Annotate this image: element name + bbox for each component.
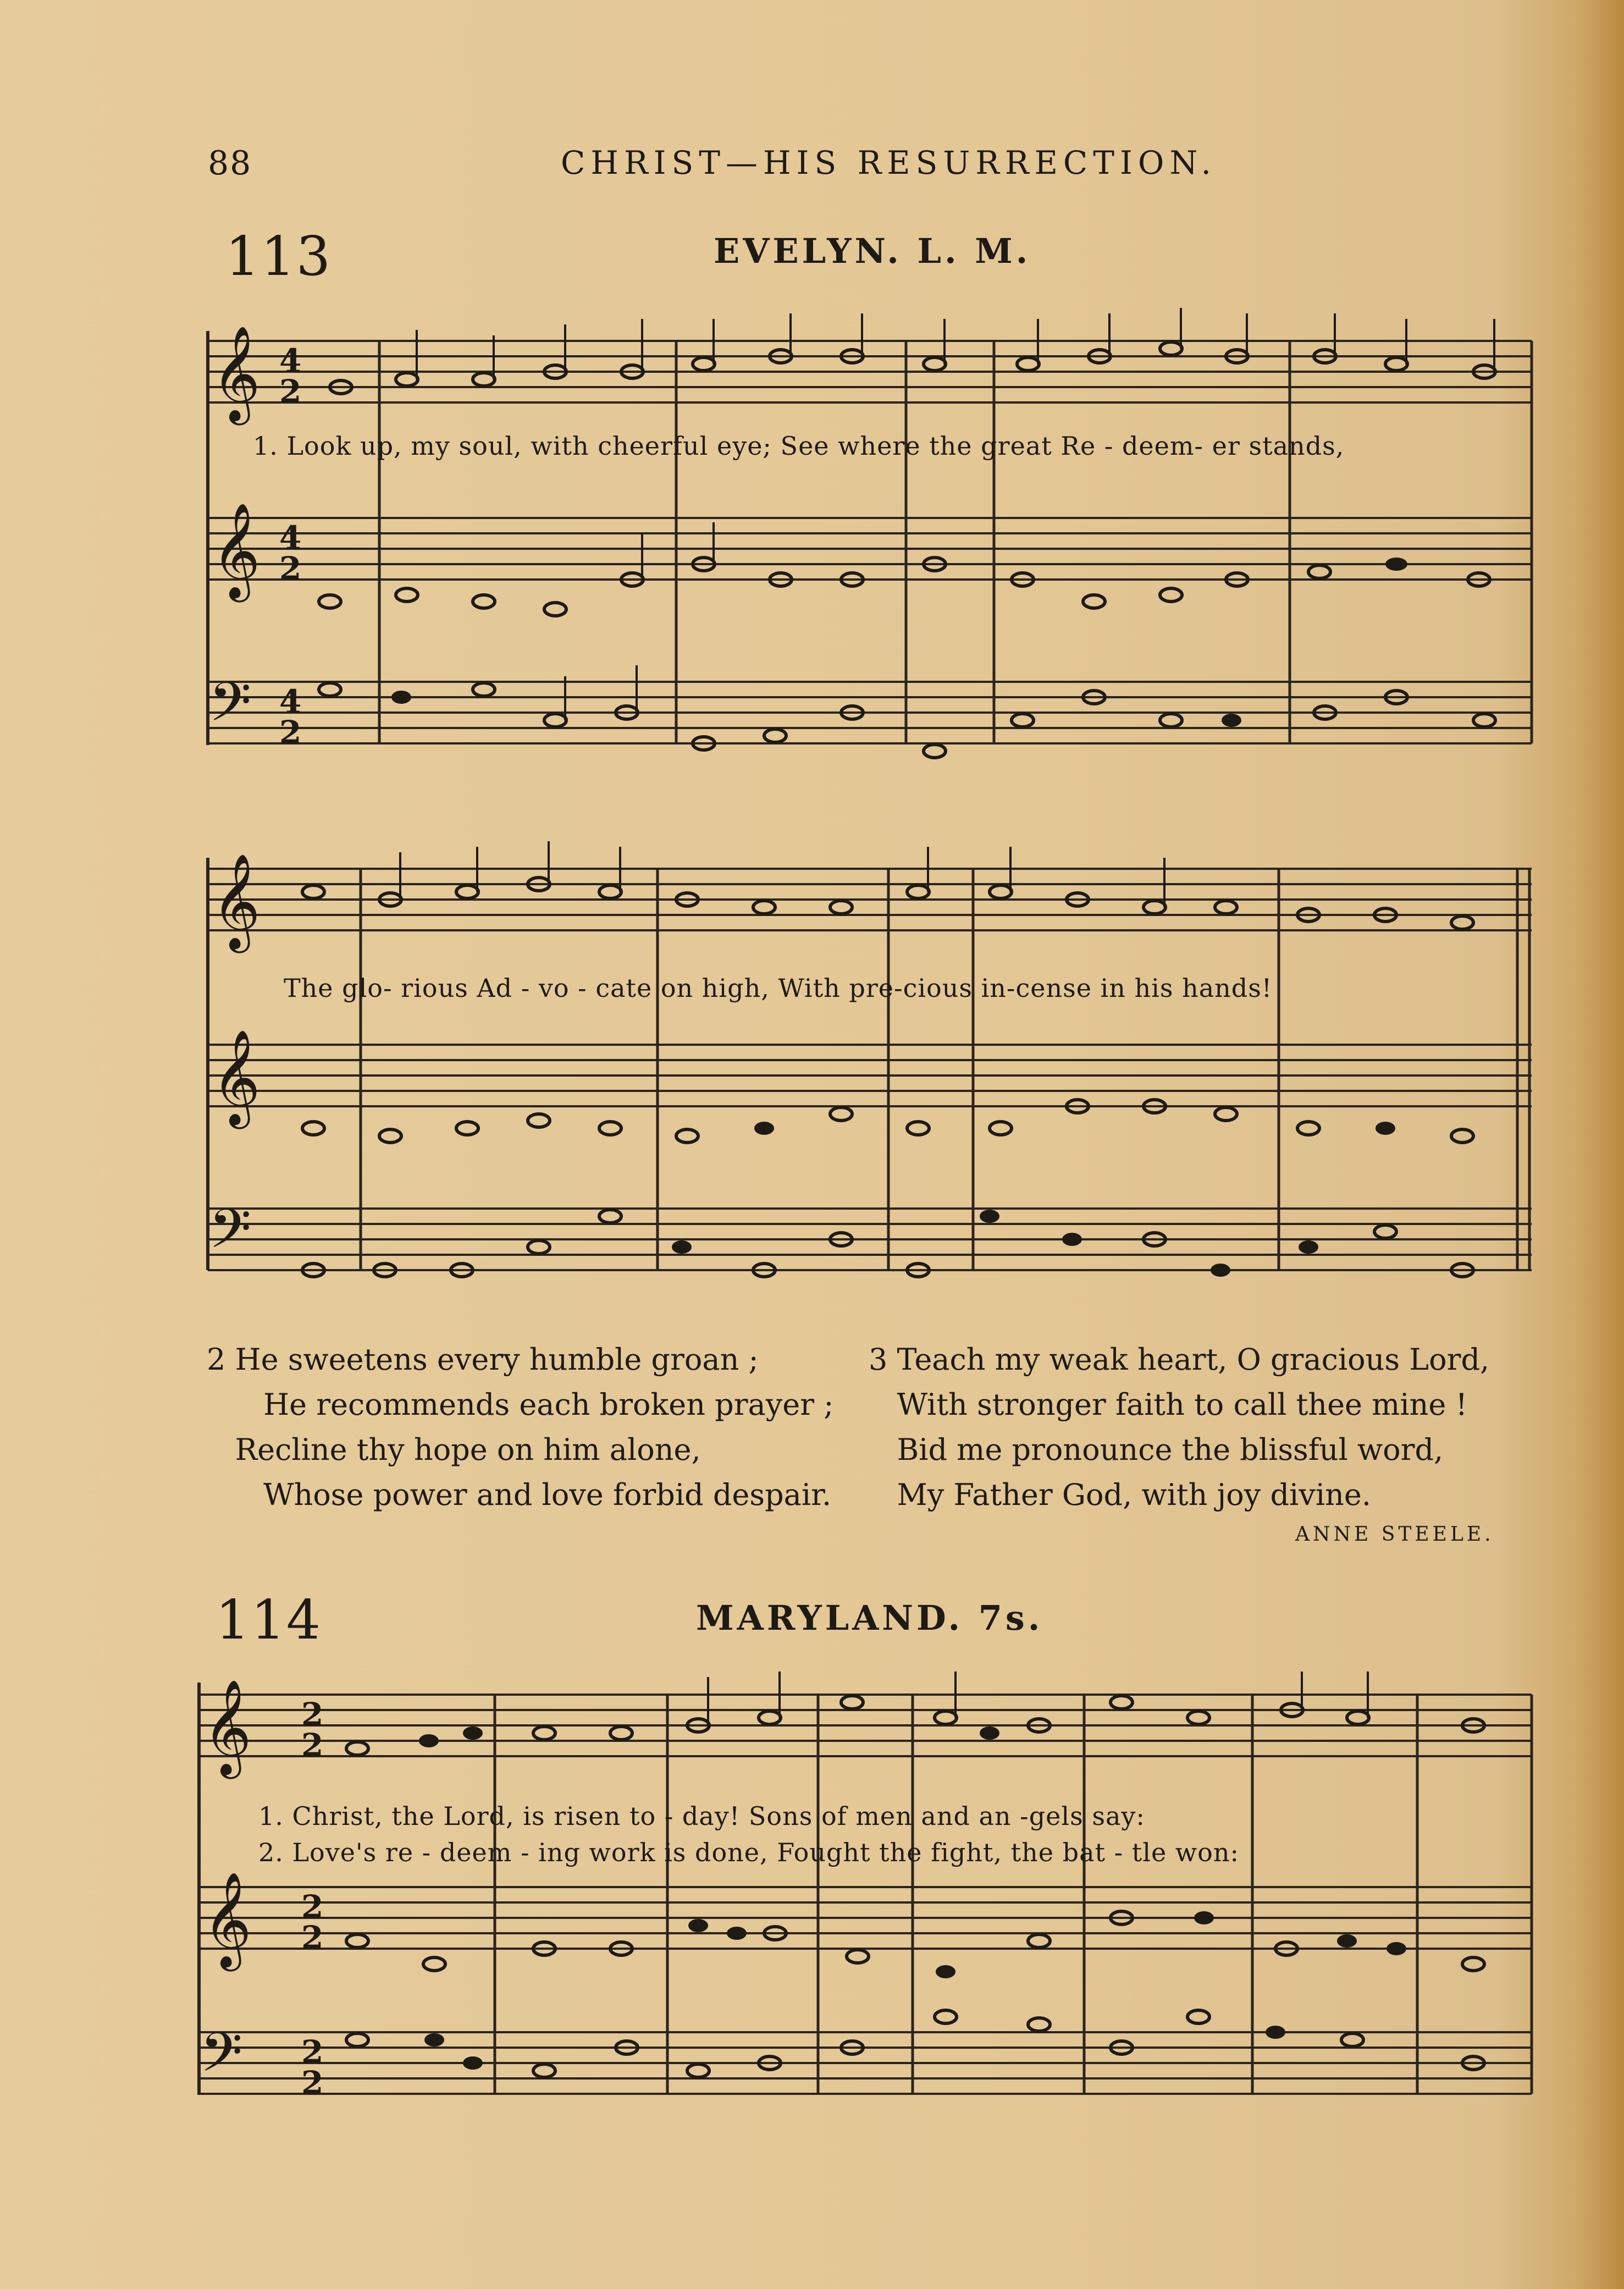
treble-clef-113-1a: 𝄞 — [212, 326, 261, 421]
treble-clef-113-1b: 𝄞 — [212, 503, 261, 598]
time-sig-den-alto: 2 — [279, 550, 302, 587]
staff-113-1-bass — [208, 682, 1532, 743]
time-sig-num-bass: 4 — [279, 683, 302, 720]
bass-clef-113-2: 𝄢 — [209, 1198, 252, 1274]
time-sig-114-bass-den: 2 — [301, 2064, 324, 2102]
time-sig-114-alto-num: 2 — [301, 1888, 324, 1926]
running-head: CHRIST—HIS RESURRECTION. — [561, 144, 1217, 181]
barlines-114 — [495, 1695, 1532, 2094]
treble-clef-114b: 𝄞 — [203, 1872, 252, 1967]
tune-name-evelyn: EVELYN. L. M. — [714, 231, 1031, 271]
staff-114-bass — [199, 2032, 1532, 2094]
staff-113-2-treble — [208, 869, 1532, 930]
staff-114-treble — [199, 1695, 1532, 1756]
author-credit: ANNE STEELE. — [1295, 1523, 1494, 1546]
staff-113-2-bass — [208, 1209, 1532, 1270]
hymn-number-113: 113 — [225, 225, 332, 288]
hymn-number-114: 114 — [216, 1589, 322, 1652]
system-114-1 — [199, 1672, 1532, 2102]
verse-113-3: 3 Teach my weak heart, O gracious Lord, With stronger faith to call thee mine ! Bid me pronounce the blissful word, My Father God, with joy divine. — [869, 1342, 1490, 1512]
lyric-114-line-2: 2. Love's re - deem - ing work is done, Fought the fight, the bat - tle won: — [258, 1838, 1239, 1867]
treble-clef-114a: 𝄞 — [203, 1679, 252, 1775]
system-113-1 — [208, 308, 1532, 758]
lyric-113-line-2: The glo- rious Ad - vo - cate on high, With pre-cious in-cense in his hands! — [284, 973, 1273, 1003]
time-sig-114-bass-num: 2 — [301, 2033, 324, 2071]
treble-clef-113-2b: 𝄞 — [212, 1029, 261, 1125]
bass-clef-114: 𝄢 — [200, 2021, 243, 2098]
time-sig-114-num: 2 — [301, 1696, 324, 1733]
time-sig-num: 4 — [279, 342, 302, 379]
time-sig-den: 2 — [279, 373, 302, 410]
barlines-113-2 — [361, 869, 1529, 1270]
staff-113-2-alto — [208, 1045, 1532, 1106]
tune-name-maryland: MARYLAND. 7s. — [696, 1598, 1043, 1638]
time-sig-114-den: 2 — [301, 1727, 324, 1764]
page-number: 88 — [208, 144, 252, 183]
barlines-113-1 — [379, 341, 1532, 743]
time-sig-114-alto-den: 2 — [301, 1919, 324, 1956]
notes-114 — [346, 1672, 1484, 2077]
lyric-113-line-1: 1. Look up, my soul, with cheerful eye; See where the great Re - deem- er stands, — [253, 431, 1345, 461]
time-sig-num-alto: 4 — [279, 519, 302, 556]
bass-clef-113-1: 𝄢 — [209, 671, 252, 747]
verse-113-2: 2 He sweetens every humble groan ; He recommends each broken prayer ; Recline thy hope on him alone, Whose power and love forbid despair. — [207, 1342, 834, 1512]
treble-clef-113-2a: 𝄞 — [212, 853, 261, 949]
staff-113-1-alto — [208, 518, 1532, 580]
time-sig-den-bass: 2 — [279, 714, 302, 751]
system-113-2 — [208, 841, 1532, 1277]
lyric-114-line-1: 1. Christ, the Lord, is risen to - day! Sons of men and an -gels say: — [258, 1801, 1145, 1831]
staff-114-alto — [199, 1887, 1532, 1949]
